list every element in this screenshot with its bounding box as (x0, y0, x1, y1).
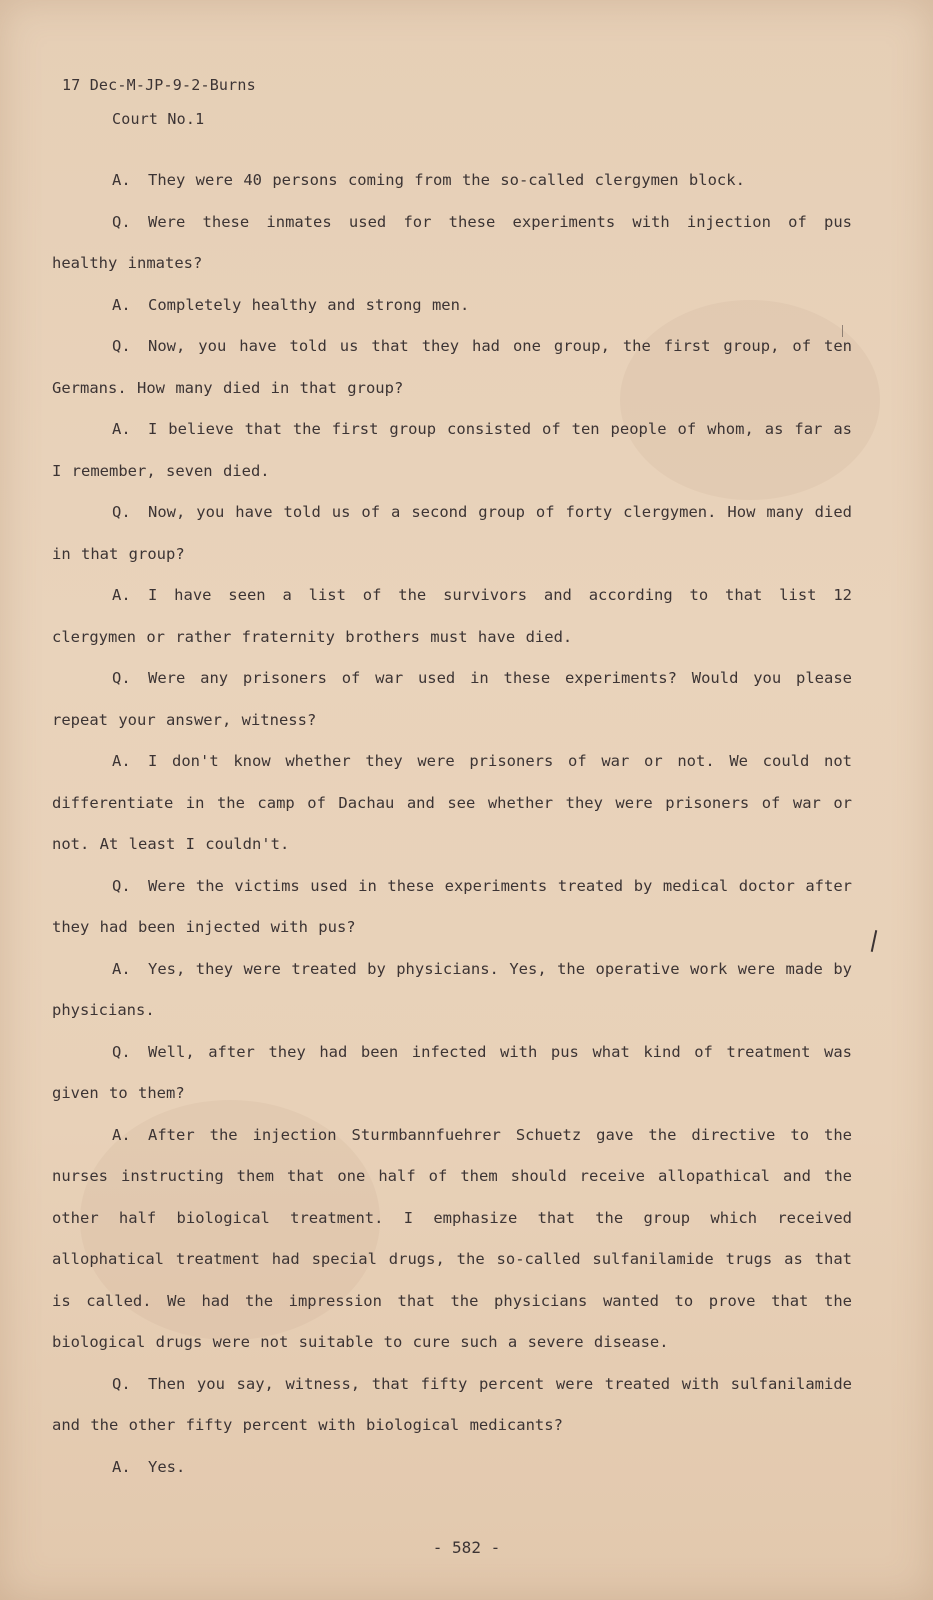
question-paragraph (52, 658, 852, 741)
docket-reference: 17 Dec-M-JP-9-2-Burns (62, 76, 256, 94)
testimony-text: Yes. (148, 1457, 186, 1476)
pen-mark (871, 930, 878, 952)
speaker-label: A. (112, 1457, 131, 1476)
testimony-text: They were 40 persons coming from the so-called clergymen block. (148, 171, 745, 189)
testimony-text: Yes, they were treated by physicians. Yes, the operative work were made by physicians. (52, 959, 852, 1019)
question-paragraph (52, 326, 852, 409)
testimony-text: I have seen a list of the survivors and according to that list 12 clergymen or rather fraternity brothers must have died. (52, 586, 852, 646)
testimony-text: Were any prisoners of war used in these experiments? Would you please repeat your answer, witness? (52, 669, 852, 729)
testimony-text: Were these inmates used for these experiments with injection of pus healthy inmates? (52, 212, 852, 272)
speaker-label: A. (112, 295, 131, 314)
question-paragraph (52, 1364, 852, 1447)
answer-paragraph (52, 1447, 852, 1489)
page-number: - 582 - (432, 1538, 501, 1557)
answer-paragraph (52, 949, 852, 1032)
court-number: Court No.1 (112, 110, 205, 128)
answer-paragraph (52, 285, 852, 327)
speaker-label: Q. (112, 1042, 131, 1061)
question-paragraph (52, 866, 852, 949)
speaker-label: Q. (112, 1374, 131, 1393)
testimony-text: Were the victims used in these experiments treated by medical doctor after they had been injected with pus? (52, 876, 852, 936)
testimony-text: Now, you have told us that they had one group, the first group, of ten Germans. How many died in that group? (52, 337, 852, 397)
question-paragraph (52, 202, 852, 285)
speaker-label: Q. (112, 876, 131, 895)
answer-paragraph (52, 160, 852, 202)
answer-paragraph (52, 575, 852, 658)
speaker-label: Q. (112, 669, 131, 687)
speaker-label: Q. (112, 337, 131, 355)
answer-paragraph (52, 1115, 852, 1364)
testimony-text: After the injection Sturmbannfuehrer Schuetz gave the directive to the nurses instructing them that one half of them should receive allopathical and the other half biological treatment. I emphasize that the group which received allophatical treatment had special drugs, the so-called sulfanilamide trugs as that is called. We had the impression that the physicians wanted to prove that the biological drugs were not suitable to cure such a severe disease. (52, 1125, 852, 1351)
testimony-text: Now, you have told us of a second group of forty clergymen. How many died in that group? (52, 503, 852, 563)
testimony-text: I believe that the first group consisted of ten people of whom, as far as I remember, seven died. (52, 420, 852, 480)
speaker-label: A. (112, 1125, 131, 1144)
testimony-text: I don't know whether they were prisoners of war or not. We could not differentiate in the camp of Dachau and see whether they were prisoners of war or not. At least I couldn't. (52, 752, 852, 853)
speaker-label: Q. (112, 212, 131, 231)
answer-paragraph (52, 409, 852, 492)
question-paragraph (52, 492, 852, 575)
testimony-text: Well, after they had been infected with pus what kind of treatment was given to them? (52, 1042, 852, 1102)
question-paragraph (52, 1032, 852, 1115)
speaker-label: Q. (112, 503, 131, 521)
testimony-text: Completely healthy and strong men. (148, 295, 470, 314)
transcript-body (52, 160, 852, 1488)
testimony-text: Then you say, witness, that fifty percent were treated with sulfanilamide and the other fifty percent with biological medicants? (52, 1374, 852, 1434)
speaker-label: A. (112, 420, 131, 438)
speaker-label: A. (112, 171, 131, 189)
speaker-label: A. (112, 752, 131, 770)
speaker-label: A. (112, 586, 131, 604)
speaker-label: A. (112, 959, 131, 978)
answer-paragraph (52, 741, 852, 866)
